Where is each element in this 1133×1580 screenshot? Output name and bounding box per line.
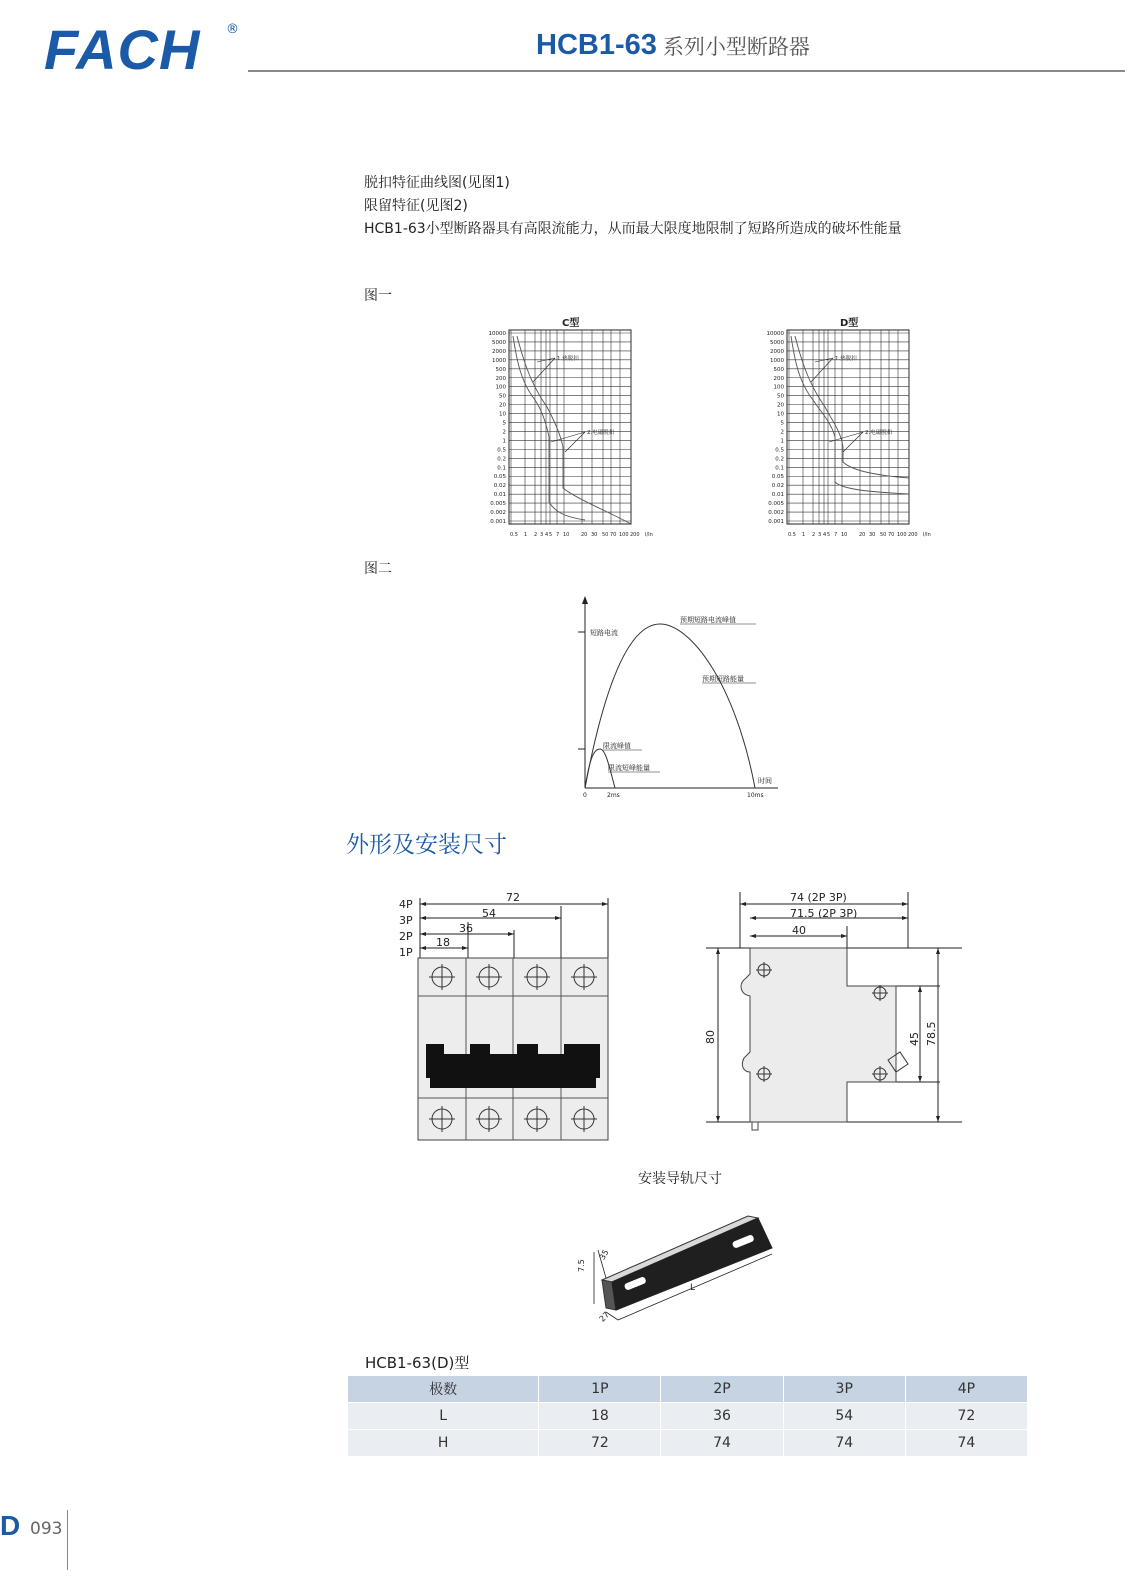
y-tick-label: 0.001 [490, 519, 506, 525]
table-header-row [348, 1376, 1027, 1402]
dim-785-label: 78.5 [925, 1021, 938, 1046]
rail-dim-l: L [690, 1283, 696, 1293]
pole-1p: 1P [399, 946, 413, 959]
y-tick-label: 0.01 [771, 492, 784, 499]
y-tick-label: 10000 [766, 331, 784, 337]
y-tick-label: 10 [777, 411, 784, 418]
y-tick-label: 10000 [488, 331, 506, 337]
x-tick-label: 70 [610, 532, 617, 538]
curve-label-thermal: 1.热脱扣 [835, 356, 857, 362]
intro-line-1: 脱扣特征曲线图(见图1) [364, 175, 510, 191]
y-tick-label: 100 [495, 384, 506, 391]
y-tick-label: 2 [780, 429, 784, 436]
y-tick-label: 0.02 [771, 483, 784, 490]
rail-dim-75: 7.5 [577, 1259, 586, 1272]
x-tick-label: 2 [812, 532, 816, 538]
x-tick-label: 50 [880, 532, 887, 538]
y-tick-label: 0.005 [768, 501, 784, 508]
y-tick-label: 1 [502, 438, 506, 445]
y-tick-label: 1 [780, 438, 784, 445]
x-tick-label: 1 [802, 532, 806, 538]
y-tick-label: 2000 [770, 348, 784, 355]
side-view-drawing [700, 886, 966, 1146]
y-tick-label: 0.1 [497, 465, 506, 472]
y-tick-label: 1000 [770, 357, 784, 364]
trip-curve-d [767, 316, 931, 538]
table-header-cell: 3P [784, 1376, 905, 1402]
y-tick-label: 20 [499, 402, 506, 409]
y-tick-label: 200 [773, 375, 784, 382]
fig2-y-label: 短路电流 [590, 629, 618, 637]
registered-mark: ® [226, 22, 239, 37]
y-tick-label: 5 [780, 420, 784, 427]
x-tick-label: 4 [545, 532, 549, 538]
y-tick-label: 0.5 [497, 447, 506, 454]
x-tick-label: 100 [897, 532, 907, 538]
current-limit-diagram [560, 592, 790, 804]
x-tick-label: 3 [540, 532, 544, 538]
curve-label-magnetic: 2.电磁脱扣 [587, 430, 615, 436]
fig2-x-tick-2ms: 2ms [607, 792, 620, 799]
table-cell: H [348, 1429, 538, 1456]
x-tick-label: 200 [908, 532, 918, 538]
x-tick-label: 100 [619, 532, 629, 538]
x-tick-label: 3 [818, 532, 822, 538]
table-cell: 74 [661, 1429, 782, 1456]
y-tick-label: 0.2 [497, 456, 506, 463]
y-tick-label: 0.005 [490, 501, 506, 508]
curve-label-thermal: 1.热脱扣 [557, 356, 579, 362]
x-tick-label: 20 [581, 532, 588, 538]
x-tick-label: 50 [602, 532, 609, 538]
rail-dim-35: 35 [597, 1248, 611, 1262]
table-cell: 54 [784, 1402, 905, 1429]
y-tick-label: 10 [499, 411, 506, 418]
footer-divider [67, 1510, 68, 1570]
y-tick-label: 1000 [492, 357, 506, 364]
brand-logo: FACH [44, 18, 201, 81]
y-tick-label: 0.01 [493, 492, 506, 499]
intro-line-3: HCB1-63小型断路器具有高限流能力，从而最大限度地限制了短路所造成的破坏性能量 [364, 221, 902, 237]
y-tick-label: 2 [502, 429, 506, 436]
table-cell: 72 [906, 1402, 1027, 1429]
y-tick-label: 0.1 [775, 465, 784, 472]
fig2-x-tick-0: 0 [583, 792, 587, 799]
table-header-cell: 1P [539, 1376, 660, 1402]
dim-80-label: 80 [704, 1030, 717, 1044]
dim-715-label: 71.5 (2P 3P) [790, 907, 858, 920]
header-divider [248, 70, 1125, 72]
dim-45-label: 45 [908, 1032, 921, 1046]
x-tick-label: 7 [834, 532, 838, 538]
x-tick-label: 70 [888, 532, 895, 538]
curve-label-magnetic: 2.电磁脱扣 [865, 430, 893, 436]
intro-line-2: 限留特征(见图2) [364, 198, 468, 214]
fig2-energy-label: 预期短路能量 [702, 675, 744, 683]
chart-title: D型 [840, 318, 859, 329]
x-tick-label: 200 [630, 532, 640, 538]
trip-curve-c [489, 316, 653, 538]
x-tick-label: 5 [549, 532, 553, 538]
front-view-drawing [396, 886, 616, 1144]
width-72: 72 [506, 891, 520, 904]
y-tick-label: 0.2 [775, 456, 784, 463]
header-subtitle: 系列小型断路器 [662, 35, 810, 59]
table-title: HCB1-63(D)型 [365, 1354, 470, 1372]
y-tick-label: 0.05 [771, 474, 784, 481]
section-letter: D [0, 1510, 21, 1541]
rail-caption: 安装导轨尺寸 [638, 1171, 722, 1187]
x-tick-label: 30 [869, 532, 876, 538]
din-rail-drawing [572, 1208, 784, 1332]
table-cell: L [348, 1402, 538, 1429]
rail-dim-27: 27 [597, 1310, 612, 1324]
dim-74-label: 74 (2P 3P) [790, 891, 847, 904]
chart-title: C型 [562, 318, 580, 329]
y-tick-label: 100 [773, 384, 784, 391]
y-tick-label: 0.001 [768, 519, 784, 525]
y-tick-label: 0.5 [775, 447, 784, 454]
fig2-limit-energy-label: 限流短峰能量 [608, 764, 650, 772]
x-tick-label: 7 [556, 532, 560, 538]
y-tick-label: 0.002 [490, 510, 506, 517]
y-tick-label: 2000 [492, 348, 506, 355]
y-tick-label: 5000 [770, 339, 784, 346]
y-tick-label: 50 [777, 393, 784, 400]
y-tick-label: 500 [495, 366, 506, 373]
x-tick-label: 10 [841, 532, 848, 538]
trip-curve-line [513, 336, 585, 520]
x-unit-label: I/In [645, 532, 653, 538]
header-model: HCB1-63 [536, 29, 657, 61]
x-tick-label: 10 [563, 532, 570, 538]
x-unit-label: I/In [923, 532, 931, 538]
fig2-label: 图二 [364, 561, 392, 577]
pole-3p: 3P [399, 914, 413, 927]
y-tick-label: 50 [499, 393, 506, 400]
y-tick-label: 5 [502, 420, 506, 427]
table-cell: 18 [539, 1402, 660, 1429]
x-tick-label: 30 [591, 532, 598, 538]
dim-40-label: 40 [792, 924, 806, 937]
width-18: 18 [436, 936, 450, 949]
table-cell: 74 [906, 1429, 1027, 1456]
y-tick-label: 0.02 [493, 483, 506, 490]
page-number: 093 [30, 1519, 63, 1539]
table-header-cell: 2P [661, 1376, 782, 1402]
width-36: 36 [459, 922, 473, 935]
x-tick-label: 0.5 [788, 532, 796, 538]
table-cell: 74 [784, 1429, 905, 1456]
trip-curve-charts [455, 312, 955, 544]
table-row [348, 1402, 1027, 1429]
pole-4p: 4P [399, 898, 413, 911]
table-header-cell: 4P [906, 1376, 1027, 1402]
fig2-peak-label: 预期短路电流峰值 [680, 616, 736, 624]
width-54: 54 [482, 907, 496, 920]
dimension-table [347, 1376, 1028, 1456]
x-tick-label: 20 [859, 532, 866, 538]
y-tick-label: 5000 [492, 339, 506, 346]
y-tick-label: 500 [773, 366, 784, 373]
x-tick-label: 0.5 [510, 532, 518, 538]
fig2-x-tick-10ms: 10ms [747, 792, 764, 799]
fig1-label: 图一 [364, 288, 392, 304]
fig2-limit-peak-label: 限流峰值 [603, 742, 631, 750]
page-header-title [536, 28, 810, 66]
x-tick-label: 4 [823, 532, 827, 538]
y-tick-label: 0.002 [768, 510, 784, 517]
y-tick-label: 0.05 [493, 474, 506, 481]
y-tick-label: 200 [495, 375, 506, 382]
table-row [348, 1429, 1027, 1456]
x-tick-label: 5 [827, 532, 831, 538]
pole-2p: 2P [399, 930, 413, 943]
fig2-x-label: 时间 [758, 777, 772, 785]
y-tick-label: 20 [777, 402, 784, 409]
table-header-cell: 极数 [348, 1376, 538, 1402]
fig2-y-arrow [582, 596, 588, 604]
table-cell: 36 [661, 1402, 782, 1429]
table-cell: 72 [539, 1429, 660, 1456]
section-heading: 外形及安装尺寸 [346, 832, 507, 858]
x-tick-label: 2 [534, 532, 538, 538]
x-tick-label: 1 [524, 532, 528, 538]
